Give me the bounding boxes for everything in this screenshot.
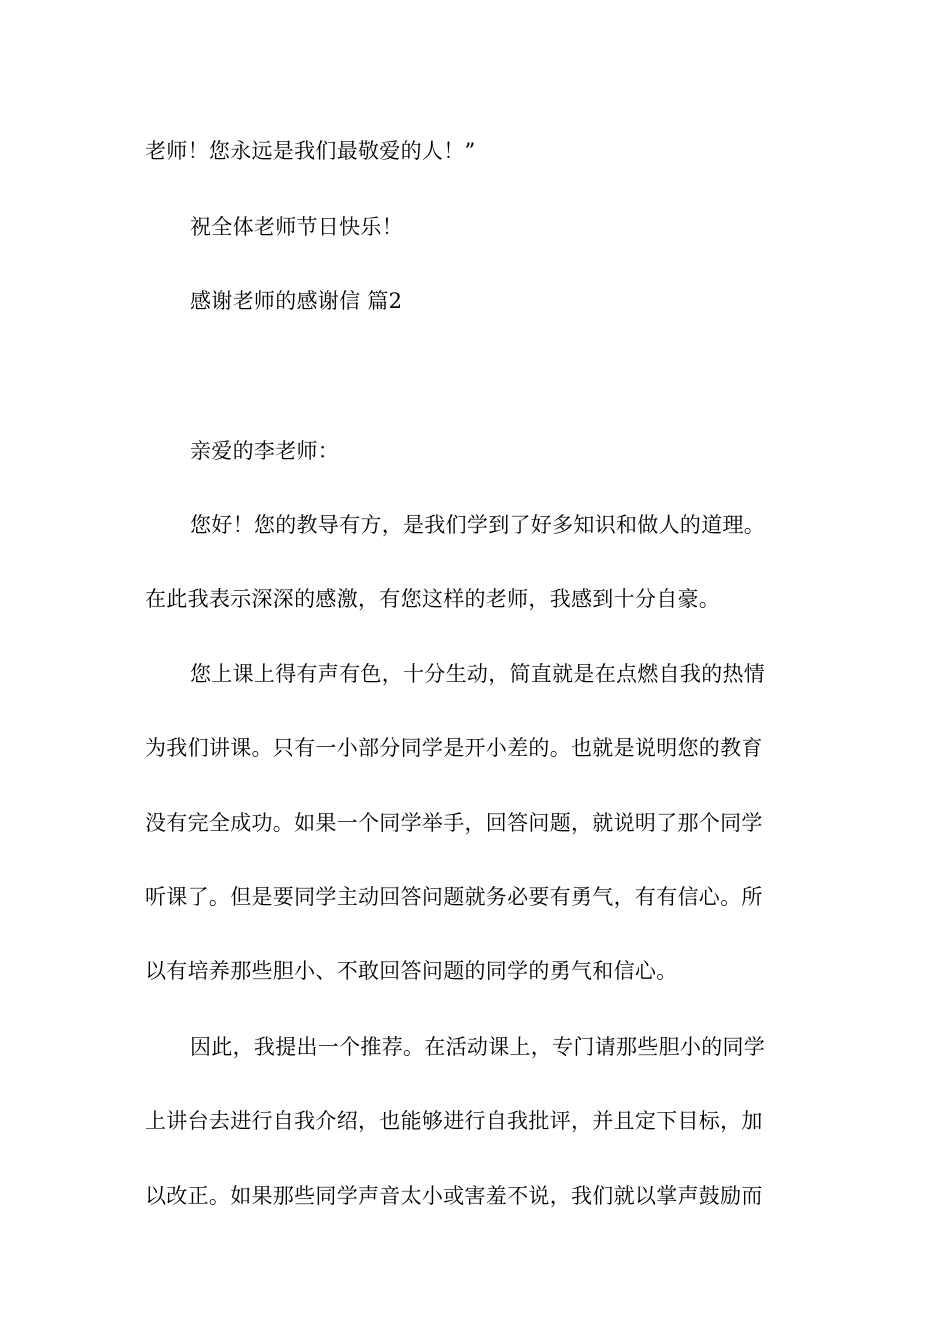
paragraph-line: 老师！您永远是我们最敬爱的人！” [145,139,476,163]
paragraph-line: 没有完全成功。如果一个同学举手，回答问题，就说明了那个同学 [145,811,763,835]
paragraph-line: 在此我表示深深的感激，有您这样的老师，我感到十分自豪。 [145,587,721,611]
paragraph-line: 以有培养那些胆小、不敢回答问题的同学的勇气和信心。 [145,959,678,983]
paragraph-line: 听课了。但是要同学主动回答问题就务必要有勇气，有有信心。所 [145,885,763,909]
salutation: 亲爱的李老师： [190,439,340,463]
paragraph-line: 为我们讲课。只有一小部分同学是开小差的。也就是说明您的教育 [145,736,763,760]
paragraph-line: 上讲台去进行自我介绍，也能够进行自我批评，并且定下目标，加 [145,1109,763,1133]
section-heading: 感谢老师的感谢信 篇2 [190,289,403,313]
paragraph-line: 因此，我提出一个推荐。在活动课上，专门请那些胆小的同学 [190,1035,766,1059]
paragraph-line: 您好！您的教导有方，是我们学到了好多知识和做人的道理。 [190,513,766,537]
paragraph-line: 祝全体老师节日快乐！ [190,215,403,239]
paragraph-line: 以改正。如果那些同学声音太小或害羞不说，我们就以掌声鼓励而 [145,1184,763,1208]
paragraph-line: 您上课上得有声有色，十分生动，简直就是在点燃自我的热情 [190,662,766,686]
